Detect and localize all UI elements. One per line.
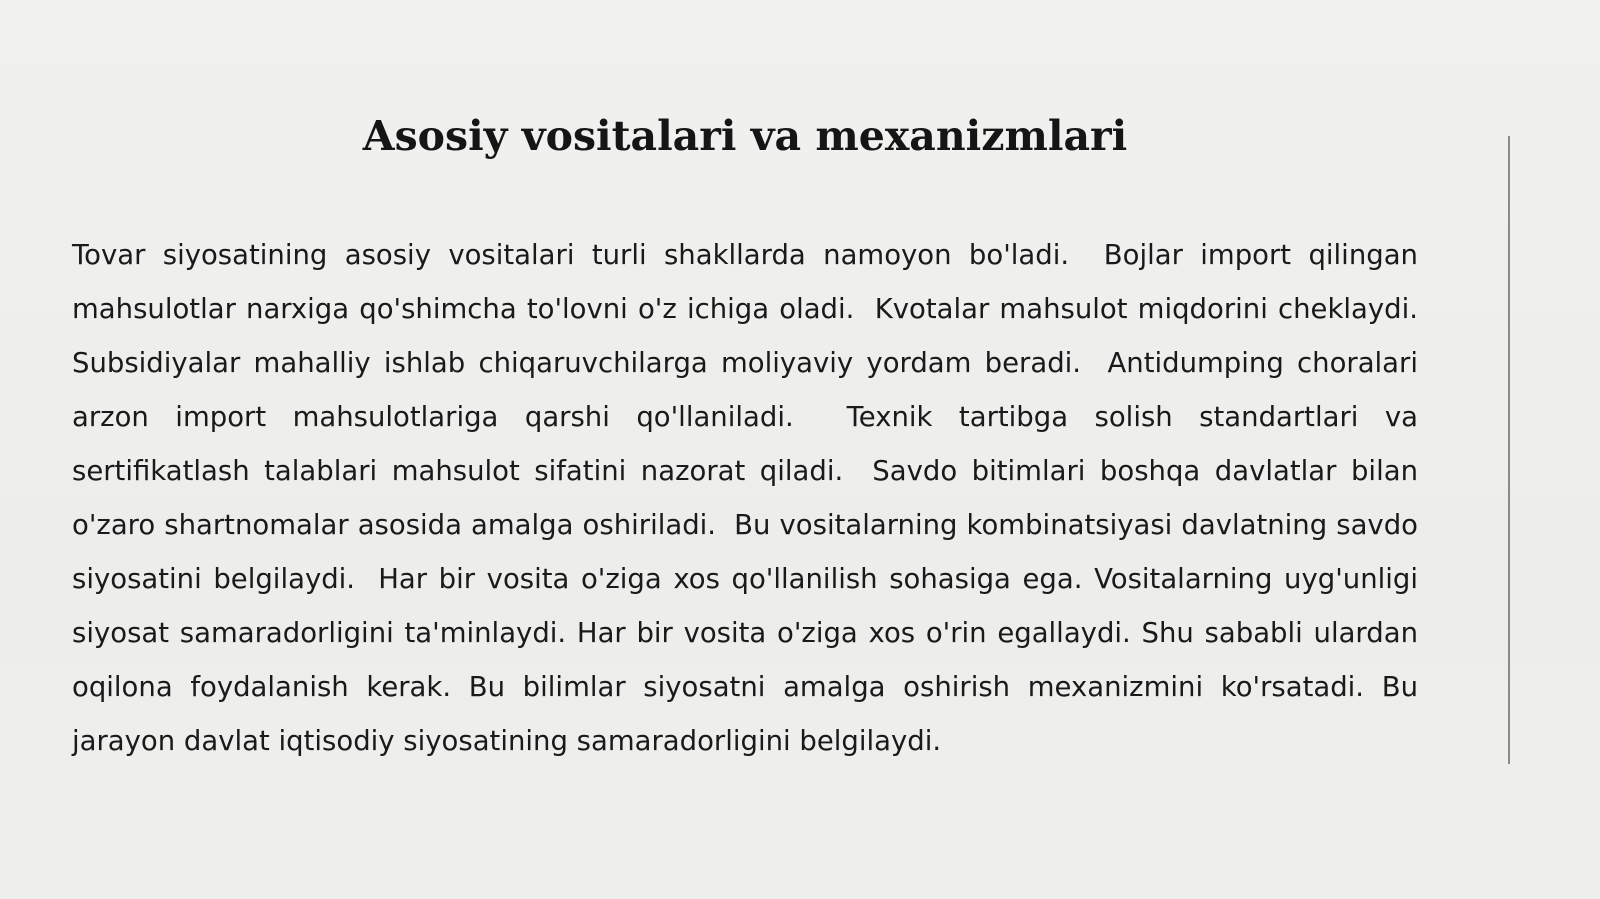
slide-body-text: Tovar siyosatining asosiy vositalari turli shakllarda namoyon bo'ladi. Bojlar import qilingan mahsulotlar narxiga qo'shimcha to'lovni o'z ichiga oladi. Kvotalar mahsulot miqdorini cheklaydi. Subsidiyalar mahalliy ishlab chiqaruvchilarga moliyaviy yordam beradi. Antidumping choralari arzon import mahsulotlariga qarshi qo'llaniladi. Texnik tartibga solish standartlari va sertifikatlash talablari mahsulot sifatini nazorat qiladi. Savdo bitimlari boshqa davlatlar bilan o'zaro shartnomalar asosida amalga oshiriladi. Bu vositalarning kombinatsiyasi davlatning savdo siyosatini belgilaydi. Har bir vosita o'ziga xos qo'llanilish sohasiga ega. Vositalarning uyg'unligi siyosat samaradorligini ta'minlaydi. Har bir vosita o'ziga xos o'rin egallaydi. Shu sababli ulardan oqilona foydalanish kerak. Bu bilimlar siyosatni amalga oshirish mexanizmini ko'rsatadi. Bu jarayon davlat iqtisodiy siyosatining samaradorligini belgilaydi.: [72, 239, 1436, 757]
vertical-divider: [1508, 136, 1510, 764]
slide-title: Asosiy vositalari va mexanizmlari: [362, 112, 1128, 160]
